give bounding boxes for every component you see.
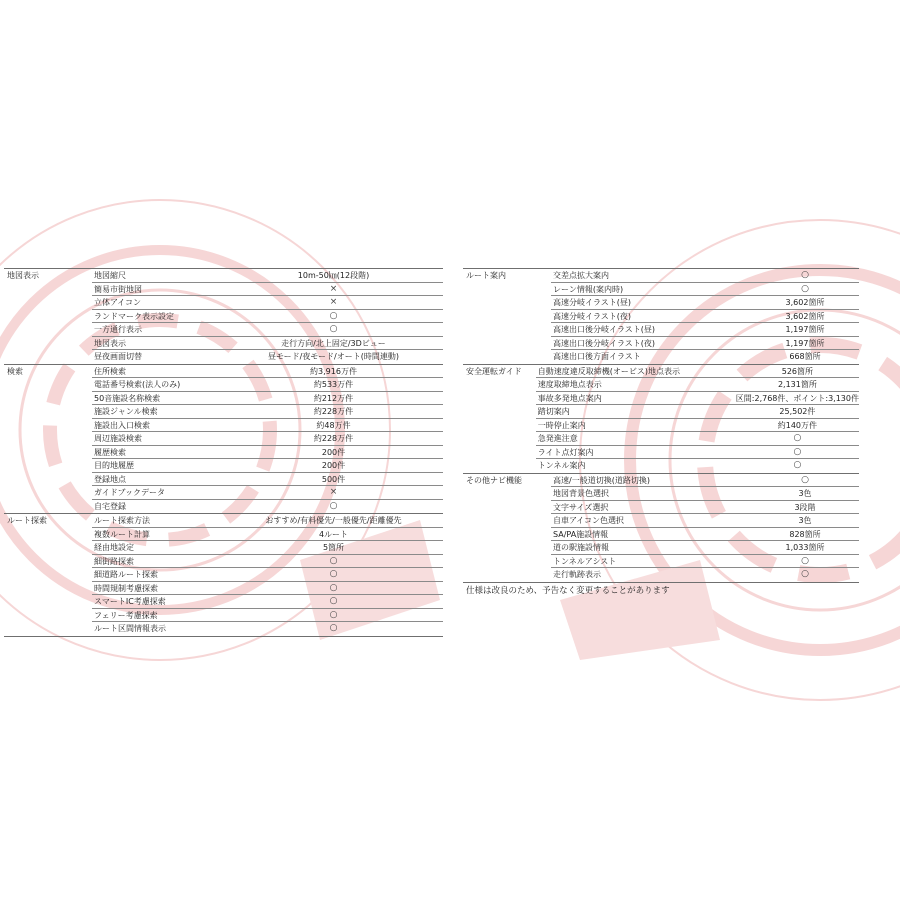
spec-row: [92, 540, 443, 555]
spec-row: [92, 269, 443, 283]
spec-item-name: 急発進注意: [537, 434, 578, 443]
spec-row: [551, 567, 859, 582]
spec-item-value: 3,602箇所: [785, 298, 825, 307]
spec-item-value: ○: [801, 555, 809, 566]
spec-row: [92, 322, 443, 337]
spec-item-name: 履歴検索: [94, 447, 126, 457]
spec-item-name: 一方通行表示: [94, 325, 142, 334]
spec-row: [92, 336, 443, 351]
spec-item-value: ○: [329, 555, 338, 566]
spec-item-value: 5箇所: [322, 543, 345, 552]
spec-item-value: 約228万件: [313, 407, 354, 416]
spec-row: [92, 391, 443, 406]
spec-item-name: 簡易市街地図: [94, 284, 142, 294]
spec-row: [92, 445, 443, 460]
spec-item-name: 住所検索: [94, 366, 126, 376]
spec-item-value: 昼モード/夜モード/オート(時間連動): [268, 352, 399, 361]
spec-row: [92, 594, 443, 609]
spec-section: [4, 364, 443, 514]
spec-row: [536, 458, 859, 473]
spec-item-value: 3色: [798, 489, 812, 498]
spec-item-value: 1,197箇所: [785, 325, 825, 334]
spec-item-name: 目的地履歴: [94, 461, 134, 470]
spec-row: [92, 458, 443, 473]
spec-item-name: レーン情報(案内時): [553, 284, 624, 294]
spec-item-value: 3色: [798, 516, 812, 525]
spec-row: [536, 404, 859, 419]
spec-item-value: 走行方向/北上固定/3Dビュー: [281, 338, 386, 348]
table-bottom-rule: [4, 636, 443, 637]
spec-item-name: 細街路探索: [94, 556, 134, 566]
spec-section: [4, 513, 443, 636]
spec-section: [463, 268, 859, 364]
spec-row: [92, 608, 443, 623]
spec-item-value: 1,197箇所: [785, 338, 825, 348]
spec-item-name: 自動速度違反取締機(オービス)地点表示: [537, 366, 681, 376]
spec-item-value: おすすめ/有料優先/一般優先/距離優先: [265, 516, 402, 525]
spec-item-value: ○: [801, 569, 809, 579]
spec-row: [92, 404, 443, 419]
spec-row: [551, 322, 859, 337]
spec-item-value: 約533万件: [313, 380, 354, 389]
spec-item-value: ○: [329, 324, 338, 334]
spec-item-value: ○: [793, 446, 802, 457]
spec-item-value: 200件: [321, 447, 346, 457]
spec-item-name: 高速出口後方面イラスト: [553, 352, 641, 361]
spec-item-value: 約140万件: [777, 420, 818, 430]
spec-item-value: 約3,916万件: [310, 366, 357, 376]
spec-item-name: 細道路ルート探索: [94, 570, 158, 579]
spec-item-name: 交差点拡大案内: [553, 271, 609, 280]
spec-row: [551, 269, 859, 283]
disclaimer-note: 仕様は改良のため、予告なく変更することがあります: [466, 586, 670, 596]
spec-item-name: フェリー考慮探索: [94, 610, 158, 620]
spec-item-value: ○: [329, 310, 338, 321]
spec-item-name: トンネル案内: [537, 461, 586, 470]
spec-item-value: 200件: [321, 461, 346, 470]
spec-item-value: ×: [329, 283, 338, 294]
spec-item-name: SA/PA施設情報: [553, 529, 609, 539]
spec-item-name: 時間規制考慮探索: [94, 583, 158, 593]
spec-item-value: 2,131箇所: [777, 380, 817, 389]
spec-item-name: スマートIC考慮探索: [94, 597, 166, 606]
spec-row: [536, 391, 859, 406]
section-title: ルート探索: [7, 516, 47, 525]
spec-item-value: 区間:2,768件、ポイント:3,130件: [735, 393, 859, 403]
spec-item-name: 地図縮尺: [94, 271, 126, 280]
spec-item-value: 3,602箇所: [785, 311, 825, 321]
spec-row: [551, 513, 859, 528]
spec-row: [551, 540, 859, 555]
section-title: その他ナビ機能: [466, 475, 522, 485]
spec-item-value: ○: [801, 283, 809, 294]
spec-item-value: 約48万件: [316, 420, 351, 430]
spec-section: [4, 268, 443, 364]
spec-row: [92, 621, 443, 636]
spec-row: [536, 365, 859, 379]
spec-item-name: ルート区間情報表示: [94, 624, 166, 633]
spec-item-name: 電話番号検索(法人のみ): [94, 380, 181, 389]
spec-item-name: 高速/一般道切換(道路切換): [553, 475, 650, 485]
spec-row: [92, 295, 443, 310]
spec-item-name: 一時停止案内: [537, 420, 586, 430]
section-title: 検索: [7, 366, 23, 376]
spec-row: [92, 418, 443, 433]
spec-item-name: 昼夜画面切替: [94, 352, 142, 361]
table-bottom-rule: [463, 582, 859, 583]
spec-row: [92, 514, 443, 528]
spec-row: [92, 365, 443, 379]
spec-item-name: 周辺施設検索: [94, 434, 142, 443]
spec-row: [536, 431, 859, 446]
spec-row: [551, 282, 859, 297]
spec-item-name: トンネルアシスト: [553, 556, 617, 566]
spec-item-value: ○: [329, 569, 338, 579]
spec-row: [551, 486, 859, 501]
spec-item-name: 踏切案内: [537, 407, 570, 416]
spec-item-value: 500件: [321, 474, 346, 484]
spec-item-name: 50音施設名称検索: [94, 393, 161, 403]
spec-item-value: ○: [329, 500, 338, 511]
spec-item-value: 526箇所: [781, 366, 814, 376]
spec-item-value: ○: [801, 270, 809, 280]
spec-row: [536, 377, 859, 392]
spec-row: [551, 474, 859, 488]
spec-item-name: 施設ジャンル検索: [94, 407, 158, 416]
spec-item-name: 施設出入口検索: [94, 420, 150, 430]
spec-item-name: ランドマーク表示設定: [94, 311, 174, 321]
section-title: 安全運転ガイド: [466, 366, 522, 376]
spec-row: [92, 309, 443, 324]
spec-section: [463, 364, 859, 473]
spec-item-value: 25,502件: [779, 407, 816, 416]
spec-item-name: 高速出口後分岐イラスト(昼): [553, 325, 656, 334]
spec-item-value: 668箇所: [789, 352, 821, 361]
spec-item-value: 3段階: [794, 502, 816, 512]
spec-item-value: ○: [329, 582, 338, 593]
spec-item-name: 走行軌跡表示: [553, 570, 601, 579]
spec-row: [551, 309, 859, 324]
spec-item-value: ×: [329, 487, 338, 497]
spec-item-name: 速度取締地点表示: [537, 380, 602, 389]
spec-row: [92, 349, 443, 364]
spec-item-value: ○: [793, 433, 802, 443]
spec-item-name: 高速出口後分岐イラスト(夜): [553, 338, 656, 348]
spec-row: [551, 295, 859, 310]
spec-item-value: 約228万件: [313, 434, 354, 443]
spec-item-name: 文字サイズ選択: [553, 502, 609, 512]
spec-table-left: [4, 268, 443, 637]
spec-item-name: 立体アイコン: [94, 298, 141, 307]
spec-item-value: 1,033箇所: [785, 543, 825, 552]
spec-item-name: 自宅登録: [94, 501, 126, 511]
spec-item-value: ○: [329, 623, 338, 633]
spec-item-name: 複数ルート計算: [94, 529, 150, 539]
spec-row: [92, 527, 443, 542]
spec-item-value: 10m-50㎞(12段階): [297, 271, 370, 280]
spec-item-name: 道の駅施設情報: [553, 543, 609, 552]
spec-item-name: ガイドブックデータ: [94, 488, 165, 497]
spec-item-name: 地図背景色選択: [553, 489, 609, 498]
spec-row: [92, 554, 443, 569]
spec-row: [551, 500, 859, 515]
spec-item-value: ○: [329, 596, 338, 606]
spec-row: [551, 336, 859, 351]
spec-item-name: 高速分岐イラスト(昼): [553, 298, 632, 307]
spec-item-name: 事故多発地点案内: [537, 393, 602, 403]
spec-item-value: 828箇所: [789, 529, 821, 539]
spec-row: [92, 377, 443, 392]
spec-row: [551, 349, 859, 364]
spec-item-name: ライト点灯案内: [537, 447, 594, 457]
spec-item-value: 約212万件: [313, 393, 354, 403]
spec-item-name: 地図表示: [94, 338, 126, 348]
spec-row: [551, 527, 859, 542]
spec-row: [92, 282, 443, 297]
spec-row: [92, 567, 443, 582]
spec-item-name: 自車アイコン色選択: [553, 516, 624, 525]
spec-row: [92, 499, 443, 514]
spec-row: [536, 445, 859, 460]
spec-row: [92, 431, 443, 446]
spec-row: [92, 472, 443, 487]
spec-item-name: 登録地点: [94, 474, 126, 484]
spec-item-name: 経由地設定: [94, 543, 134, 552]
spec-row: [92, 581, 443, 596]
spec-item-name: 高速分岐イラスト(夜): [553, 311, 632, 321]
section-title: ルート案内: [466, 271, 506, 280]
spec-row: [551, 554, 859, 569]
spec-item-value: ○: [793, 460, 802, 470]
spec-table-right: [463, 268, 859, 583]
spec-item-name: ルート探索方法: [94, 516, 150, 525]
spec-section: [463, 473, 859, 582]
spec-item-value: ○: [801, 474, 809, 485]
spec-row: [92, 485, 443, 500]
spec-item-value: 4ルート: [318, 529, 349, 539]
spec-item-value: ×: [329, 297, 338, 307]
spec-item-value: ○: [329, 609, 338, 620]
section-title: 地図表示: [7, 271, 39, 280]
spec-row: [536, 418, 859, 433]
